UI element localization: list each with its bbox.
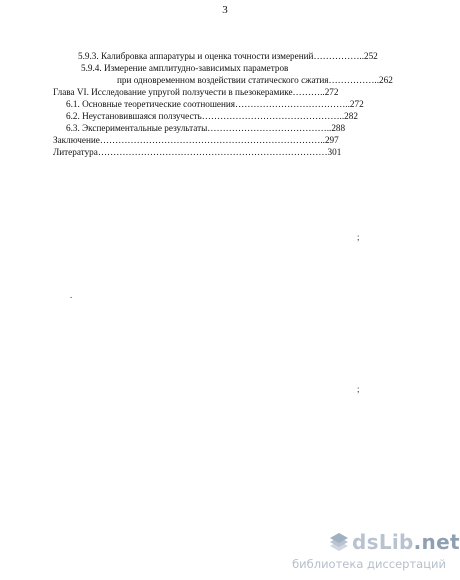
toc-entry-6-3 <box>66 122 345 134</box>
toc-entry-5-9-4-title <box>81 62 288 74</box>
toc-entry-title: Литература…………………………………………………………………301 <box>53 147 342 157</box>
toc-entry-title: 6.1. Основные теоретические соотношения………………………………..272 <box>66 99 364 109</box>
page-number: 3 <box>222 4 228 16</box>
dslib-logo-icon <box>328 532 350 554</box>
toc-entry-page: ……………..252 <box>313 51 378 61</box>
toc-entry-title: Заключение………………………………………………………………..297 <box>53 135 339 145</box>
scan-mark: . <box>70 290 73 300</box>
toc-entry-title: при одновременном воздействии статического сжатия……………..262 <box>117 75 393 85</box>
toc-entry-5-9-4-continuation <box>117 74 393 86</box>
watermark-caption: библиотека диссертаций <box>292 557 446 571</box>
watermark-brand: dsLib.net <box>352 530 460 554</box>
toc-entry-5-9-3 <box>78 50 378 62</box>
toc-entry-title: 6.2. Неустановившаяся ползучесть………………………………………..282 <box>66 111 358 121</box>
scan-mark: ; <box>357 384 360 394</box>
toc-entry-title: 5.9.3. Калибровка аппаратуры и оценка точности измерений <box>78 51 314 61</box>
toc-entry-title: 6.3. Экспериментальные результаты…………………………………..288 <box>66 123 346 133</box>
toc-entry-title: 5.9.4. Измерение амплитудно-зависимых параметров <box>81 63 289 73</box>
watermark <box>270 530 460 571</box>
toc-entry-conclusion <box>53 134 339 146</box>
toc-entry-title: Глава VI. Исследование упругой ползучести в пьезокерамике………..272 <box>53 87 339 97</box>
toc-entry-6-2 <box>66 110 358 122</box>
toc-entry-6-1 <box>66 98 364 110</box>
toc-entry-references <box>53 146 341 158</box>
toc-entry-chapter-6 <box>53 86 339 98</box>
scan-mark: ; <box>357 232 360 242</box>
